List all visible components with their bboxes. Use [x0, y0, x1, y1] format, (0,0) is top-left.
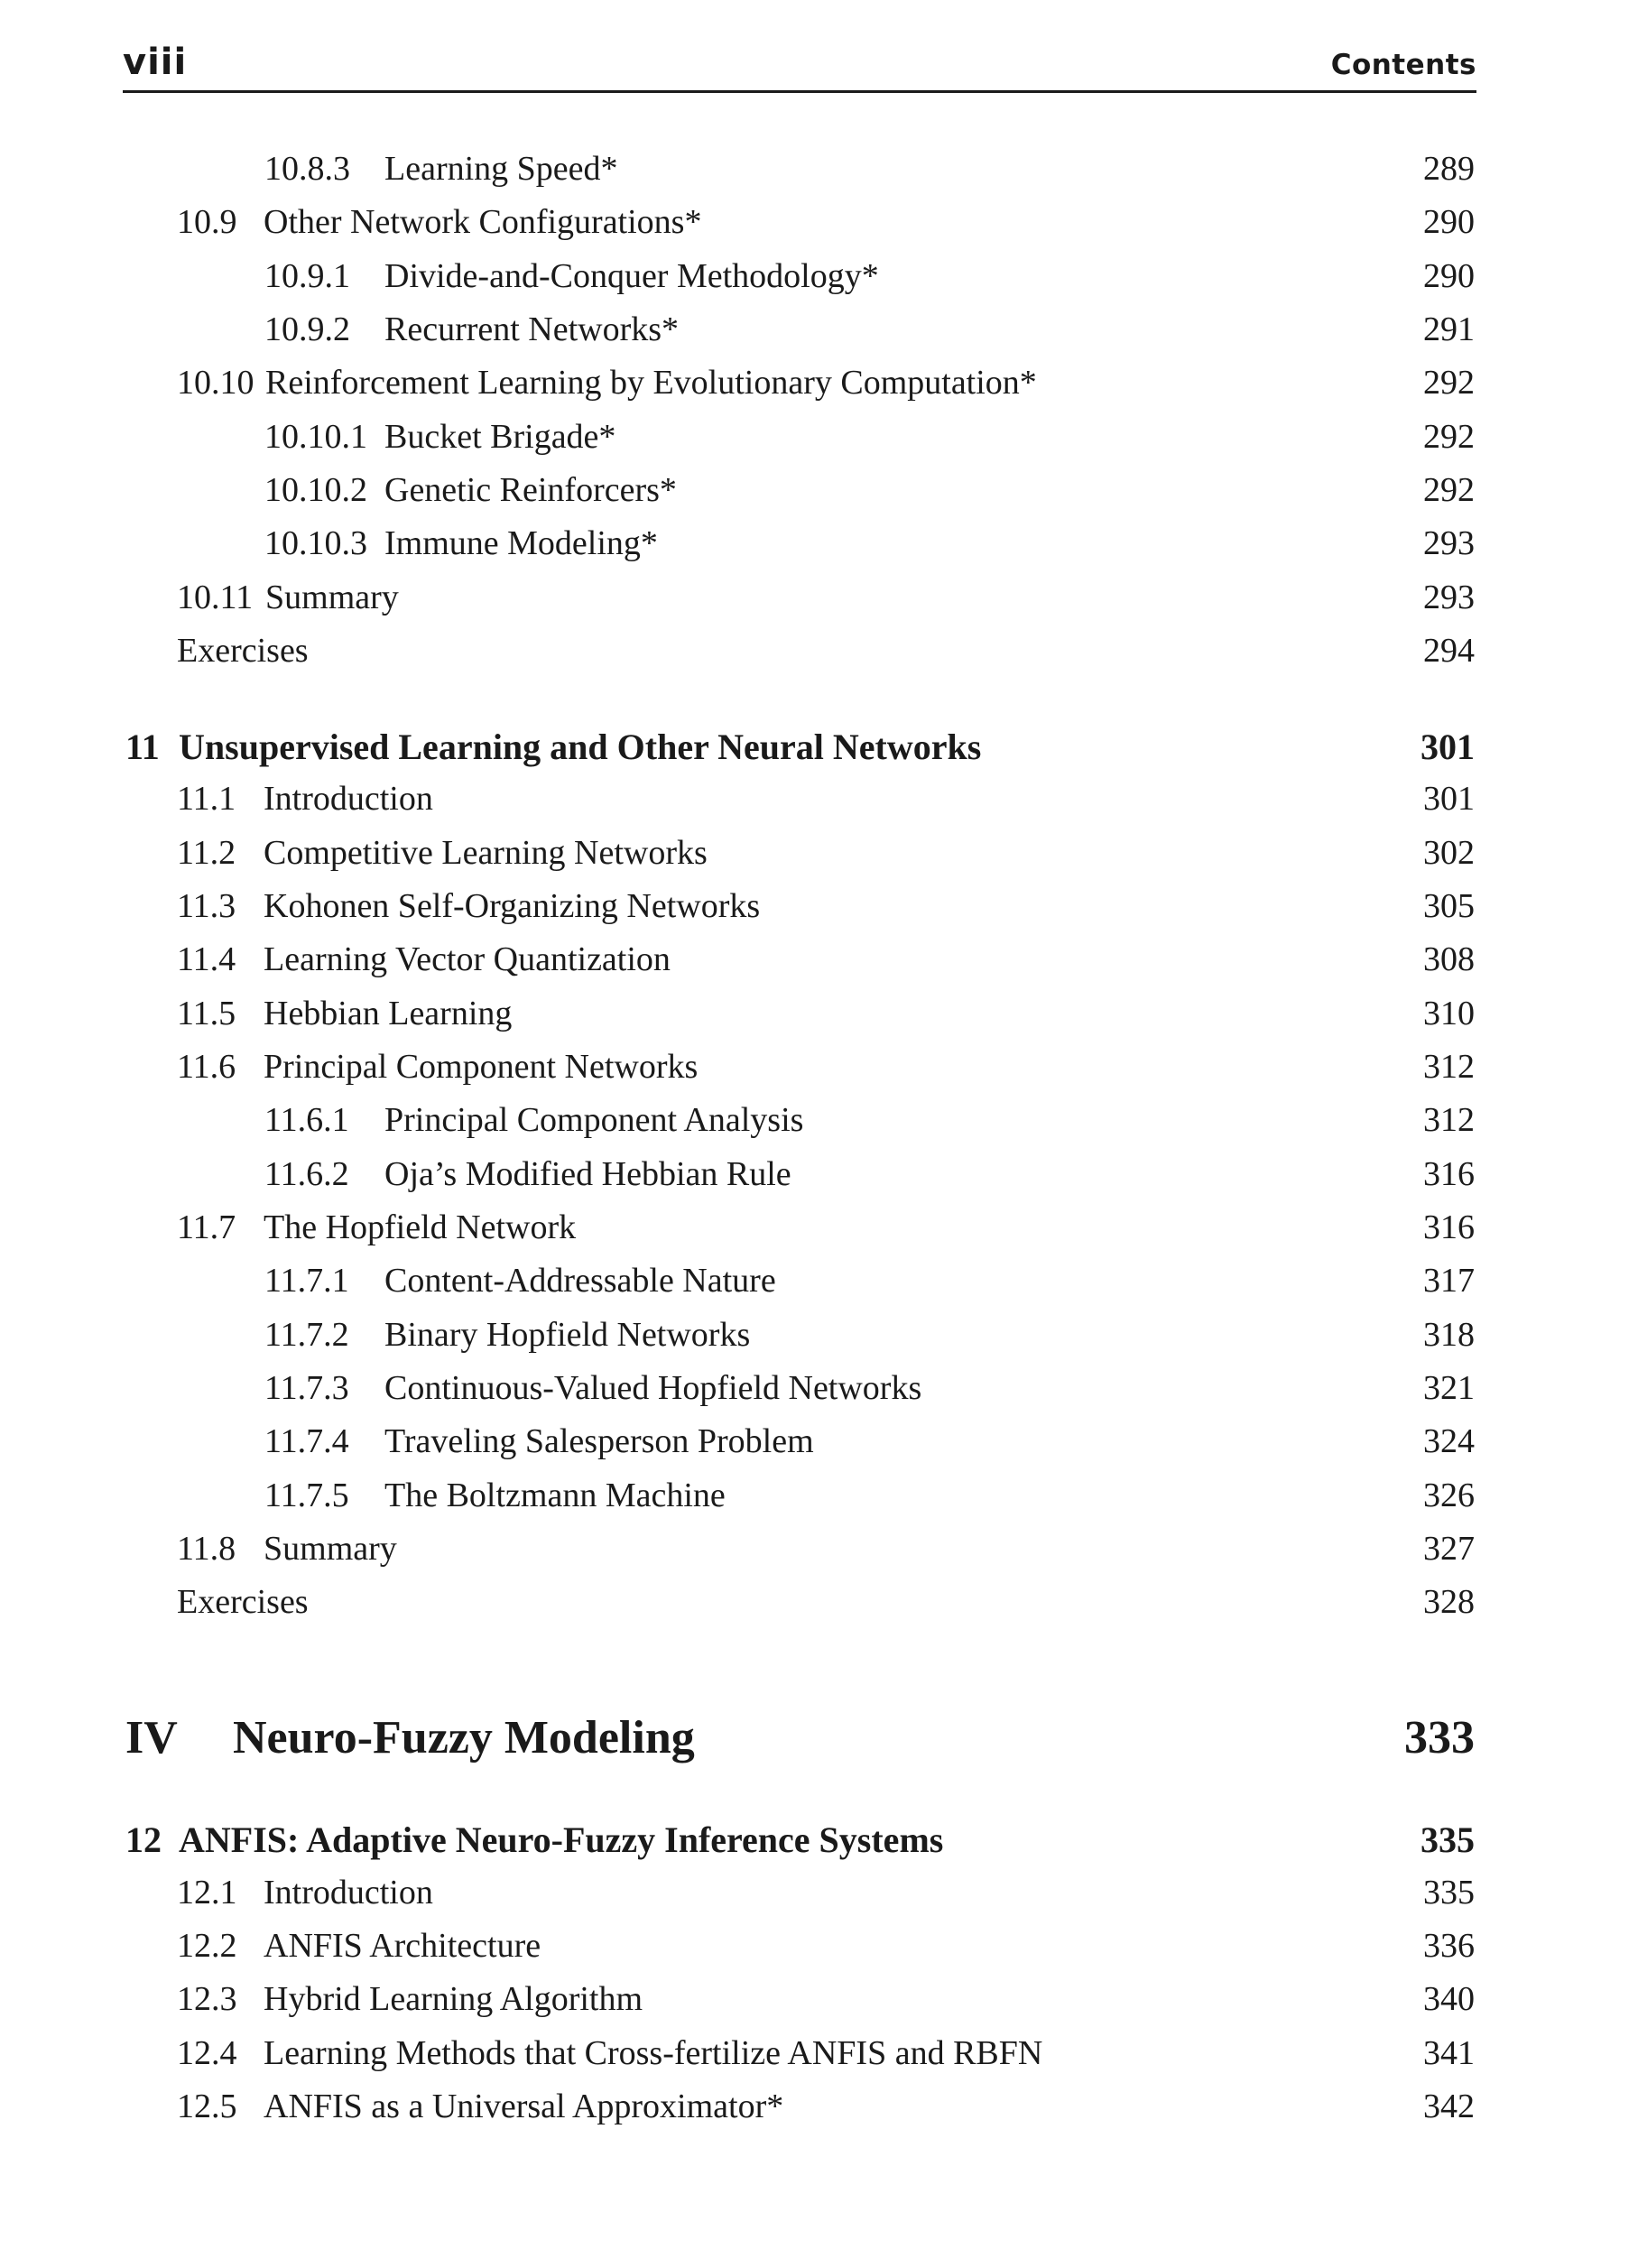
- entry-title: ANFIS: Adaptive Neuro-Fuzzy Inference Systems: [179, 1819, 944, 1860]
- entry-title: The Hopfield Network: [264, 1208, 577, 1246]
- toc-entry: [0, 1476, 1638, 1526]
- entry-title: Oja’s Modified Hebbian Rule: [384, 1155, 791, 1193]
- toc-entry: [0, 631, 1638, 681]
- entry-number: 11.5: [177, 995, 236, 1032]
- entry-page-number: 328: [1423, 1583, 1475, 1621]
- entry-number: 10.10.2: [264, 471, 367, 509]
- entry-title: Learning Methods that Cross-fertilize ANFIS and RBFN: [264, 2034, 1043, 2072]
- toc-entry: [0, 1154, 1638, 1205]
- toc-entry: [0, 1873, 1638, 1923]
- entry-title: Unsupervised Learning and Other Neural Networks: [179, 727, 982, 767]
- entry-page-number: 327: [1423, 1530, 1475, 1568]
- entry-number: 10.11: [177, 579, 254, 616]
- entry-number: IV: [125, 1712, 178, 1763]
- entry-page-number: 290: [1423, 203, 1475, 241]
- entry-number: 11: [125, 727, 160, 767]
- toc-entry: [0, 149, 1638, 199]
- entry-title: The Boltzmann Machine: [384, 1477, 726, 1514]
- entry-number: 11.2: [177, 834, 236, 872]
- toc-entry: [0, 1529, 1638, 1579]
- entry-page-number: 326: [1423, 1477, 1475, 1514]
- toc-entry: [0, 470, 1638, 521]
- entry-page-number: 293: [1423, 524, 1475, 562]
- entry-title: Divide-and-Conquer Methodology*: [384, 257, 879, 295]
- toc-entry: [0, 2033, 1638, 2084]
- toc-entry: [0, 779, 1638, 829]
- entry-title: Other Network Configurations*: [264, 203, 702, 241]
- entry-title: Learning Speed*: [384, 150, 618, 188]
- entry-page-number: 291: [1423, 310, 1475, 348]
- entry-page-number: 341: [1423, 2034, 1475, 2072]
- entry-number: 11.7.3: [264, 1369, 349, 1407]
- entry-title: Summary: [265, 579, 399, 616]
- entry-title: Exercises: [177, 1583, 309, 1621]
- toc-entry: [0, 310, 1638, 360]
- entry-page-number: 321: [1423, 1369, 1475, 1407]
- running-title: Contents: [1330, 49, 1476, 81]
- entry-title: Neuro-Fuzzy Modeling: [233, 1712, 695, 1763]
- page-number: viii: [123, 42, 188, 83]
- entry-page-number: 292: [1423, 364, 1475, 402]
- entry-page-number: 340: [1423, 1980, 1475, 2018]
- entry-page-number: 292: [1423, 418, 1475, 456]
- entry-page-number: 335: [1423, 1874, 1475, 1912]
- entry-title: Genetic Reinforcers*: [384, 471, 677, 509]
- toc-entry: [0, 1979, 1638, 2030]
- toc-entry: [0, 1926, 1638, 1976]
- entry-page-number: 302: [1423, 834, 1475, 872]
- toc-entry: [0, 1315, 1638, 1365]
- toc-entry: [0, 1100, 1638, 1151]
- toc-part: [0, 1711, 1638, 1762]
- entry-title: Continuous-Valued Hopfield Networks: [384, 1369, 922, 1407]
- entry-page-number: 316: [1423, 1208, 1475, 1246]
- entry-number: 12: [125, 1819, 162, 1860]
- entry-number: 10.9.2: [264, 310, 350, 348]
- toc-entry: [0, 1368, 1638, 1419]
- entry-page-number: 317: [1423, 1262, 1475, 1300]
- entry-number: 12.4: [177, 2034, 237, 2072]
- toc-entry: [0, 578, 1638, 628]
- toc-entry: [0, 1582, 1638, 1633]
- entry-title: Principal Component Analysis: [384, 1101, 804, 1139]
- toc-entry: [0, 2087, 1638, 2137]
- toc-entry: [0, 523, 1638, 574]
- entry-number: 11.3: [177, 887, 236, 925]
- entry-number: 12.2: [177, 1927, 237, 1965]
- toc-chapter: [0, 1819, 1638, 1869]
- toc-entry: [0, 994, 1638, 1044]
- entry-number: 11.6.2: [264, 1155, 349, 1193]
- entry-number: 11.4: [177, 940, 236, 978]
- entry-number: 10.10: [177, 364, 254, 402]
- entry-number: 11.7: [177, 1208, 236, 1246]
- entry-page-number: 335: [1421, 1819, 1475, 1860]
- entry-page-number: 305: [1423, 887, 1475, 925]
- entry-title: Competitive Learning Networks: [264, 834, 708, 872]
- entry-title: Immune Modeling*: [384, 524, 658, 562]
- entry-title: ANFIS as a Universal Approximator*: [264, 2087, 784, 2125]
- entry-title: Introduction: [264, 780, 433, 818]
- entry-title: Hebbian Learning: [264, 995, 513, 1032]
- entry-number: 11.1: [177, 780, 236, 818]
- entry-title: Summary: [264, 1530, 397, 1568]
- entry-number: 12.5: [177, 2087, 237, 2125]
- entry-title: Introduction: [264, 1874, 433, 1912]
- entry-page-number: 324: [1423, 1422, 1475, 1460]
- entry-page-number: 342: [1423, 2087, 1475, 2125]
- toc-entry: [0, 886, 1638, 937]
- entry-title: Traveling Salesperson Problem: [384, 1422, 814, 1460]
- toc-entry: [0, 1047, 1638, 1097]
- entry-page-number: 318: [1423, 1316, 1475, 1354]
- entry-title: Hybrid Learning Algorithm: [264, 1980, 643, 2018]
- entry-number: 11.7.5: [264, 1477, 349, 1514]
- toc-entry: [0, 833, 1638, 884]
- entry-page-number: 294: [1423, 632, 1475, 670]
- entry-page-number: 290: [1423, 257, 1475, 295]
- entry-title: Recurrent Networks*: [384, 310, 680, 348]
- entry-number: 11.7.4: [264, 1422, 349, 1460]
- entry-number: 10.8.3: [264, 150, 350, 188]
- entry-page-number: 316: [1423, 1155, 1475, 1193]
- entry-page-number: 301: [1423, 780, 1475, 818]
- entry-page-number: 336: [1423, 1927, 1475, 1965]
- entry-number: 11.6.1: [264, 1101, 349, 1139]
- entry-title: Content-Addressable Nature: [384, 1262, 776, 1300]
- header-rule: [123, 90, 1476, 93]
- toc-entry: [0, 1421, 1638, 1472]
- entry-title: Bucket Brigade*: [384, 418, 616, 456]
- entry-page-number: 301: [1421, 727, 1475, 767]
- running-header: [123, 42, 1476, 92]
- toc-entry: [0, 363, 1638, 413]
- entry-number: 11.7.1: [264, 1262, 349, 1300]
- entry-title: Exercises: [177, 632, 309, 670]
- toc-chapter: [0, 726, 1638, 776]
- entry-number: 11.6: [177, 1048, 236, 1086]
- entry-title: ANFIS Architecture: [264, 1927, 541, 1965]
- toc-entry: [0, 940, 1638, 990]
- entry-page-number: 293: [1423, 579, 1475, 616]
- entry-number: 11.7.2: [264, 1316, 349, 1354]
- entry-page-number: 289: [1423, 150, 1475, 188]
- entry-title: Kohonen Self-Organizing Networks: [264, 887, 761, 925]
- entry-number: 10.9: [177, 203, 237, 241]
- entry-number: 12.3: [177, 1980, 237, 2018]
- toc-entry: [0, 1208, 1638, 1258]
- toc-entry: [0, 256, 1638, 307]
- entry-number: 10.10.1: [264, 418, 367, 456]
- entry-title: Binary Hopfield Networks: [384, 1316, 751, 1354]
- toc-entry: [0, 202, 1638, 253]
- entry-number: 10.9.1: [264, 257, 350, 295]
- toc-entry: [0, 1261, 1638, 1311]
- entry-page-number: 308: [1423, 940, 1475, 978]
- entry-number: 12.1: [177, 1874, 237, 1912]
- entry-title: Principal Component Networks: [264, 1048, 699, 1086]
- entry-page-number: 333: [1404, 1712, 1475, 1763]
- entry-title: Learning Vector Quantization: [264, 940, 671, 978]
- entry-page-number: 310: [1423, 995, 1475, 1032]
- entry-title: Reinforcement Learning by Evolutionary Computation*: [265, 364, 1037, 402]
- toc-entry: [0, 417, 1638, 467]
- entry-page-number: 312: [1423, 1048, 1475, 1086]
- entry-number: 11.8: [177, 1530, 236, 1568]
- entry-page-number: 292: [1423, 471, 1475, 509]
- entry-number: 10.10.3: [264, 524, 367, 562]
- entry-page-number: 312: [1423, 1101, 1475, 1139]
